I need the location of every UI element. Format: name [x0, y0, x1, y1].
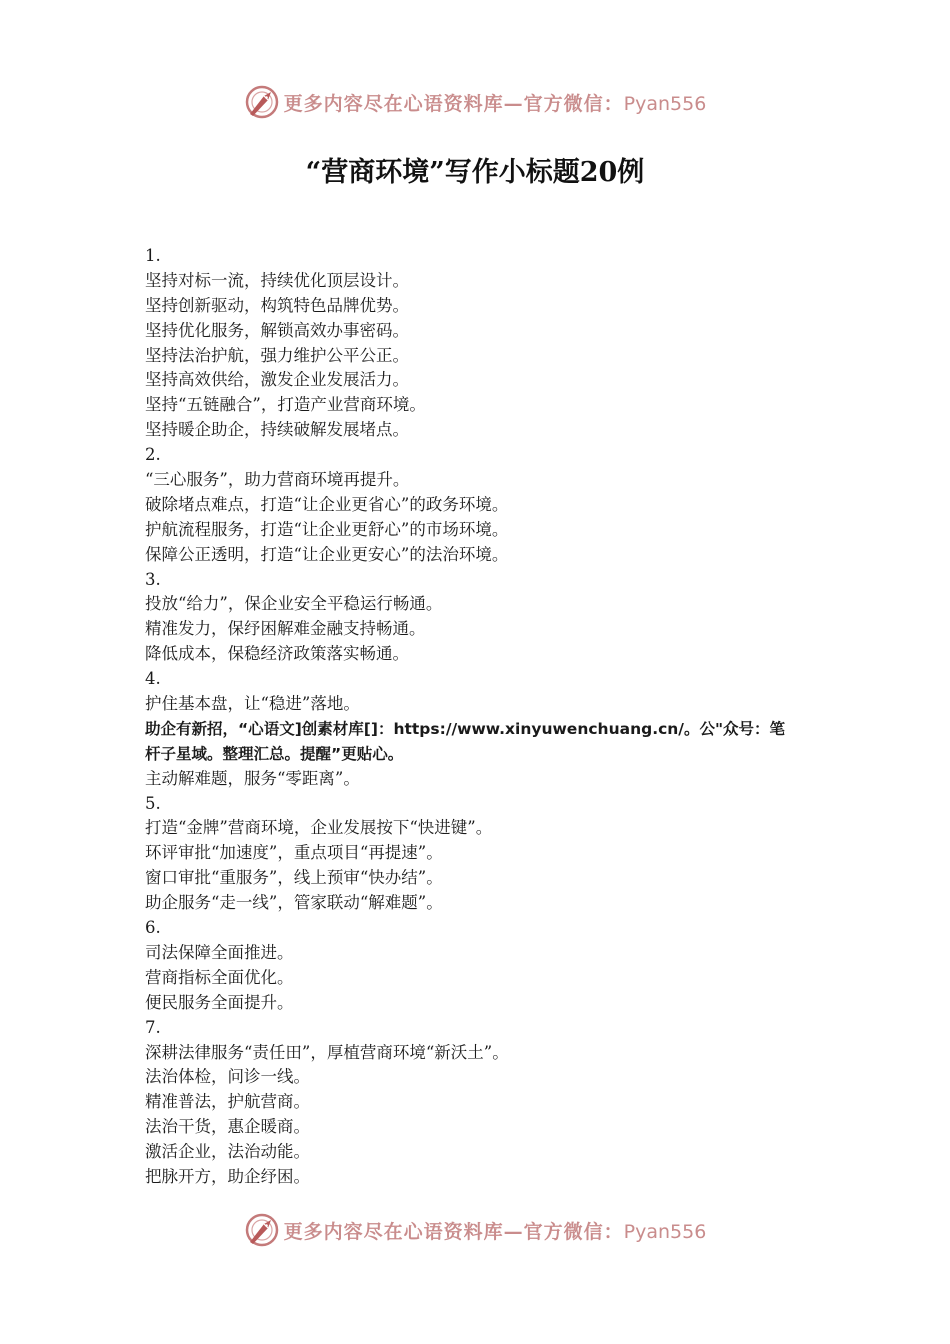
ad-text-part2: 。公"众号：笔	[683, 719, 786, 738]
text-line: 破除堵点难点，打造“让企业更省心”的政务环境。	[145, 494, 509, 514]
text-line: 精准发力，保纾困解难金融支持畅通。	[145, 619, 426, 639]
text-line: 坚持对标一流，持续优化顶层设计。	[145, 270, 409, 290]
text-line: 坚持“五链融合”，打造产业营商环境。	[145, 395, 426, 415]
banner-slogan: 更多内容尽在心语资料库—官方微信：	[283, 1220, 624, 1243]
text-line: 护住基本盘，让“稳进”落地。	[145, 694, 360, 714]
text-line: 坚持优化服务，解锁高效办事密码。	[145, 320, 409, 340]
footer-banner	[0, 1208, 950, 1252]
banner-wechat-id: Pyan556	[623, 92, 707, 115]
text-line: “三心服务”，助力营商环境再提升。	[145, 470, 410, 490]
text-line: 1.	[145, 246, 161, 265]
text-line: 坚持法治护航，强力维护公平公正。	[145, 345, 409, 365]
text-line: 窗口审批“重服务”，线上预审“快办结”。	[145, 868, 443, 888]
text-line: 环评审批“加速度”，重点项目“再提速”。	[145, 843, 443, 863]
text-line: 7.	[145, 1017, 161, 1037]
ad-url-link[interactable]: https://www.xinyuwenchuang.cn/	[393, 719, 684, 738]
text-line: 坚持创新驱动，构筑特色品牌优势。	[145, 295, 409, 315]
text-line: 主动解难题，服务“零距离”。	[145, 768, 360, 788]
text-line: 3.	[145, 569, 161, 589]
text-line: 投放“给力”，保企业安全平稳运行畅通。	[145, 594, 443, 614]
text-line: 5.	[145, 793, 161, 813]
text-line: 激活企业，法治动能。	[145, 1142, 310, 1162]
text-line: 2.	[145, 445, 161, 465]
text-line: 营商指标全面优化。	[145, 967, 294, 987]
banner-text	[284, 89, 707, 116]
document-title: “营商环境”写作小标题20例	[305, 157, 645, 188]
text-line: 精准普法，护航营商。	[145, 1092, 310, 1112]
banner-slogan: 更多内容尽在心语资料库—官方微信：	[283, 92, 624, 115]
text-line: 助企服务“走一线”，管家联动“解难题”。	[145, 893, 443, 913]
text-line: 坚持高效供给，激发企业发展活力。	[145, 370, 409, 390]
text-line: 坚持暖企助企，持续破解发展堵点。	[145, 420, 409, 440]
text-line: 法治体检，问诊一线。	[145, 1067, 310, 1087]
pen-nib-logo-icon	[244, 1212, 280, 1248]
text-line: 4.	[145, 669, 161, 689]
text-line: 便民服务全面提升。	[145, 992, 294, 1012]
text-line: 把脉开方，助企纾困。	[145, 1166, 310, 1186]
header-banner	[0, 80, 950, 124]
text-line: 深耕法律服务“责任田”，厚植营商环境“新沃土”。	[145, 1042, 509, 1062]
ad-text-part1: 助企有新招，“心语文]创素材库[]：	[145, 719, 394, 738]
banner-wechat-id: Pyan556	[623, 1220, 707, 1243]
text-line: 护航流程服务，打造“让企业更舒心”的市场环境。	[145, 519, 509, 539]
text-line: 打造“金牌”营商环境，企业发展按下“快进键”。	[145, 818, 493, 838]
ad-line-1	[145, 717, 825, 742]
text-line: 法治干货，惠企暖商。	[145, 1117, 310, 1137]
text-line: 6.	[145, 918, 161, 938]
banner-text	[284, 1217, 707, 1244]
text-line: 降低成本，保稳经济政策落实畅通。	[145, 644, 409, 664]
pen-nib-logo-icon	[244, 84, 280, 120]
text-line: 司法保障全面推进。	[145, 942, 294, 962]
ad-line-2: 杆子星域。整理汇总。提醒”更贴心。	[145, 744, 404, 763]
text-line: 保障公正透明，打造“让企业更安心”的法治环境。	[145, 544, 509, 564]
document-body	[145, 244, 825, 1190]
